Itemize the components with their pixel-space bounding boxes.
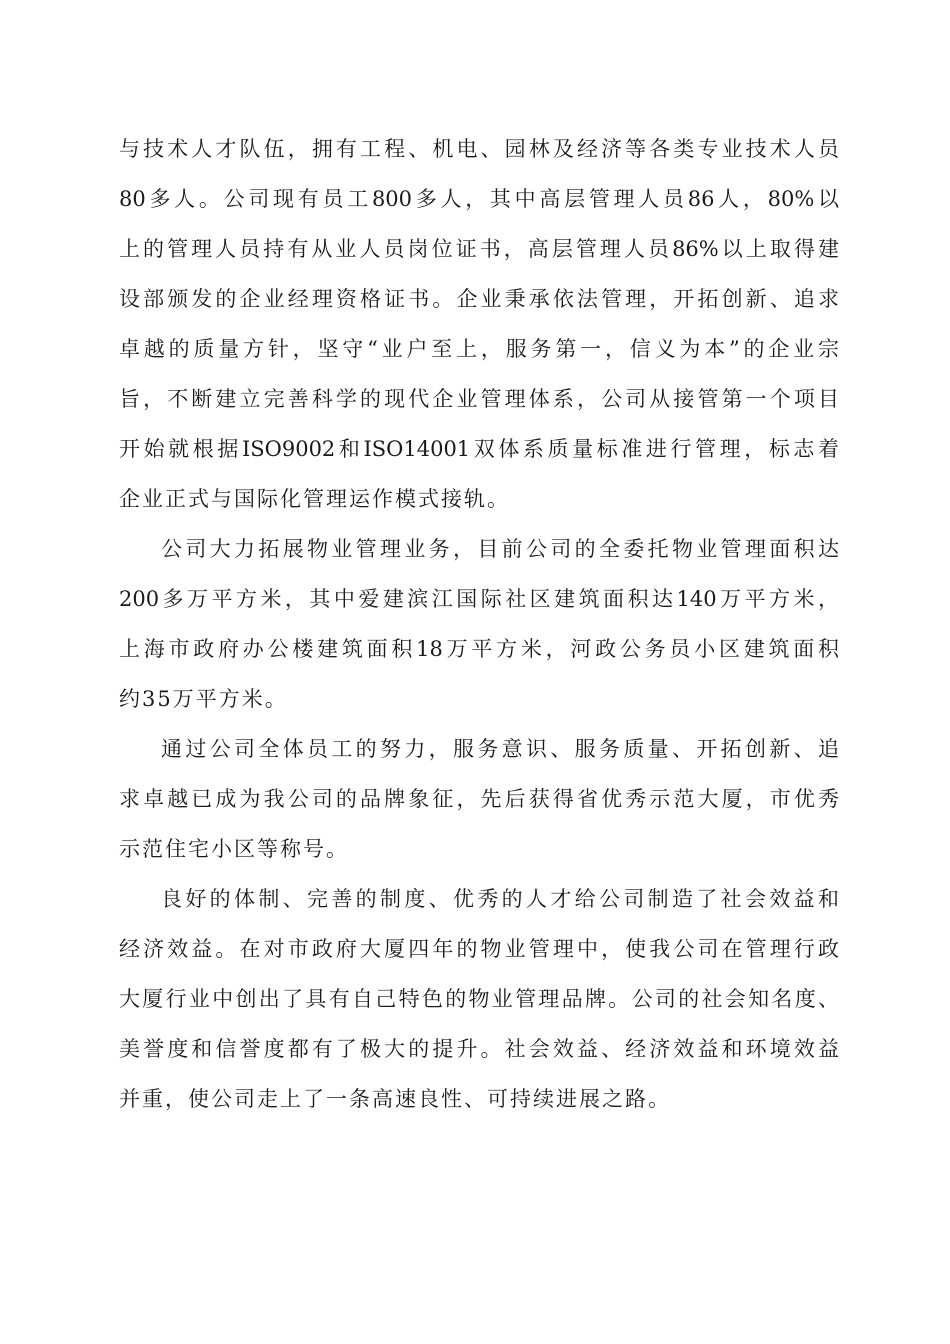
paragraph-4 xyxy=(119,874,839,1124)
text-line: 通过公司全体员工的努力，服务意识、服务质量、开拓创新、追 xyxy=(161,737,839,761)
paragraph-3 xyxy=(119,724,839,874)
text-line: 并重，使公司走上了一条高速良性、可持续进展之路。 xyxy=(119,1087,671,1111)
text-line: 上海市政府办公楼建筑面积18万平方米，河政公务员小区建筑面积 xyxy=(119,637,839,661)
text-line: 开始就根据ISO9002和ISO14001双体系质量标准进行管理，标志着 xyxy=(119,437,839,461)
text-line: 与技术人才队伍，拥有工程、机电、园林及经济等各类专业技术人员 xyxy=(119,137,839,161)
text-line: 公司大力拓展物业管理业务，目前公司的全委托物业管理面积达 xyxy=(161,537,839,561)
document-body xyxy=(119,124,839,1124)
text-line: 80多人。公司现有员工800多人，其中高层管理人员86人，80%以 xyxy=(119,187,839,211)
text-line: 约35万平方米。 xyxy=(119,687,288,711)
text-line: 求卓越已成为我公司的品牌象征，先后获得省优秀示范大厦，市优秀 xyxy=(119,787,839,811)
text-line: 上的管理人员持有从业人员岗位证书，高层管理人员86%以上取得建 xyxy=(119,237,839,261)
paragraph-1 xyxy=(119,124,839,524)
text-line: 大厦行业中创出了具有自己特色的物业管理品牌。公司的社会知名度、 xyxy=(119,987,839,1011)
text-line: 美誉度和信誉度都有了极大的提升。社会效益、经济效益和环境效益 xyxy=(119,1037,839,1061)
text-line: 卓越的质量方针，坚守“业户至上，服务第一，信义为本”的企业宗 xyxy=(119,337,839,361)
text-line: 经济效益。在对市政府大厦四年的物业管理中，使我公司在管理行政 xyxy=(119,937,839,961)
text-line: 设部颁发的企业经理资格证书。企业秉承依法管理，开拓创新、追求 xyxy=(119,287,839,311)
text-line: 旨，不断建立完善科学的现代企业管理体系，公司从接管第一个项目 xyxy=(119,387,839,411)
text-line: 企业正式与国际化管理运作模式接轨。 xyxy=(119,487,510,511)
text-line: 良好的体制、完善的制度、优秀的人才给公司制造了社会效益和 xyxy=(161,887,839,911)
text-line: 200多万平方米，其中爱建滨江国际社区建筑面积达140万平方米， xyxy=(119,587,839,611)
paragraph-2 xyxy=(119,524,839,724)
text-line: 示范住宅小区等称号。 xyxy=(119,837,349,861)
